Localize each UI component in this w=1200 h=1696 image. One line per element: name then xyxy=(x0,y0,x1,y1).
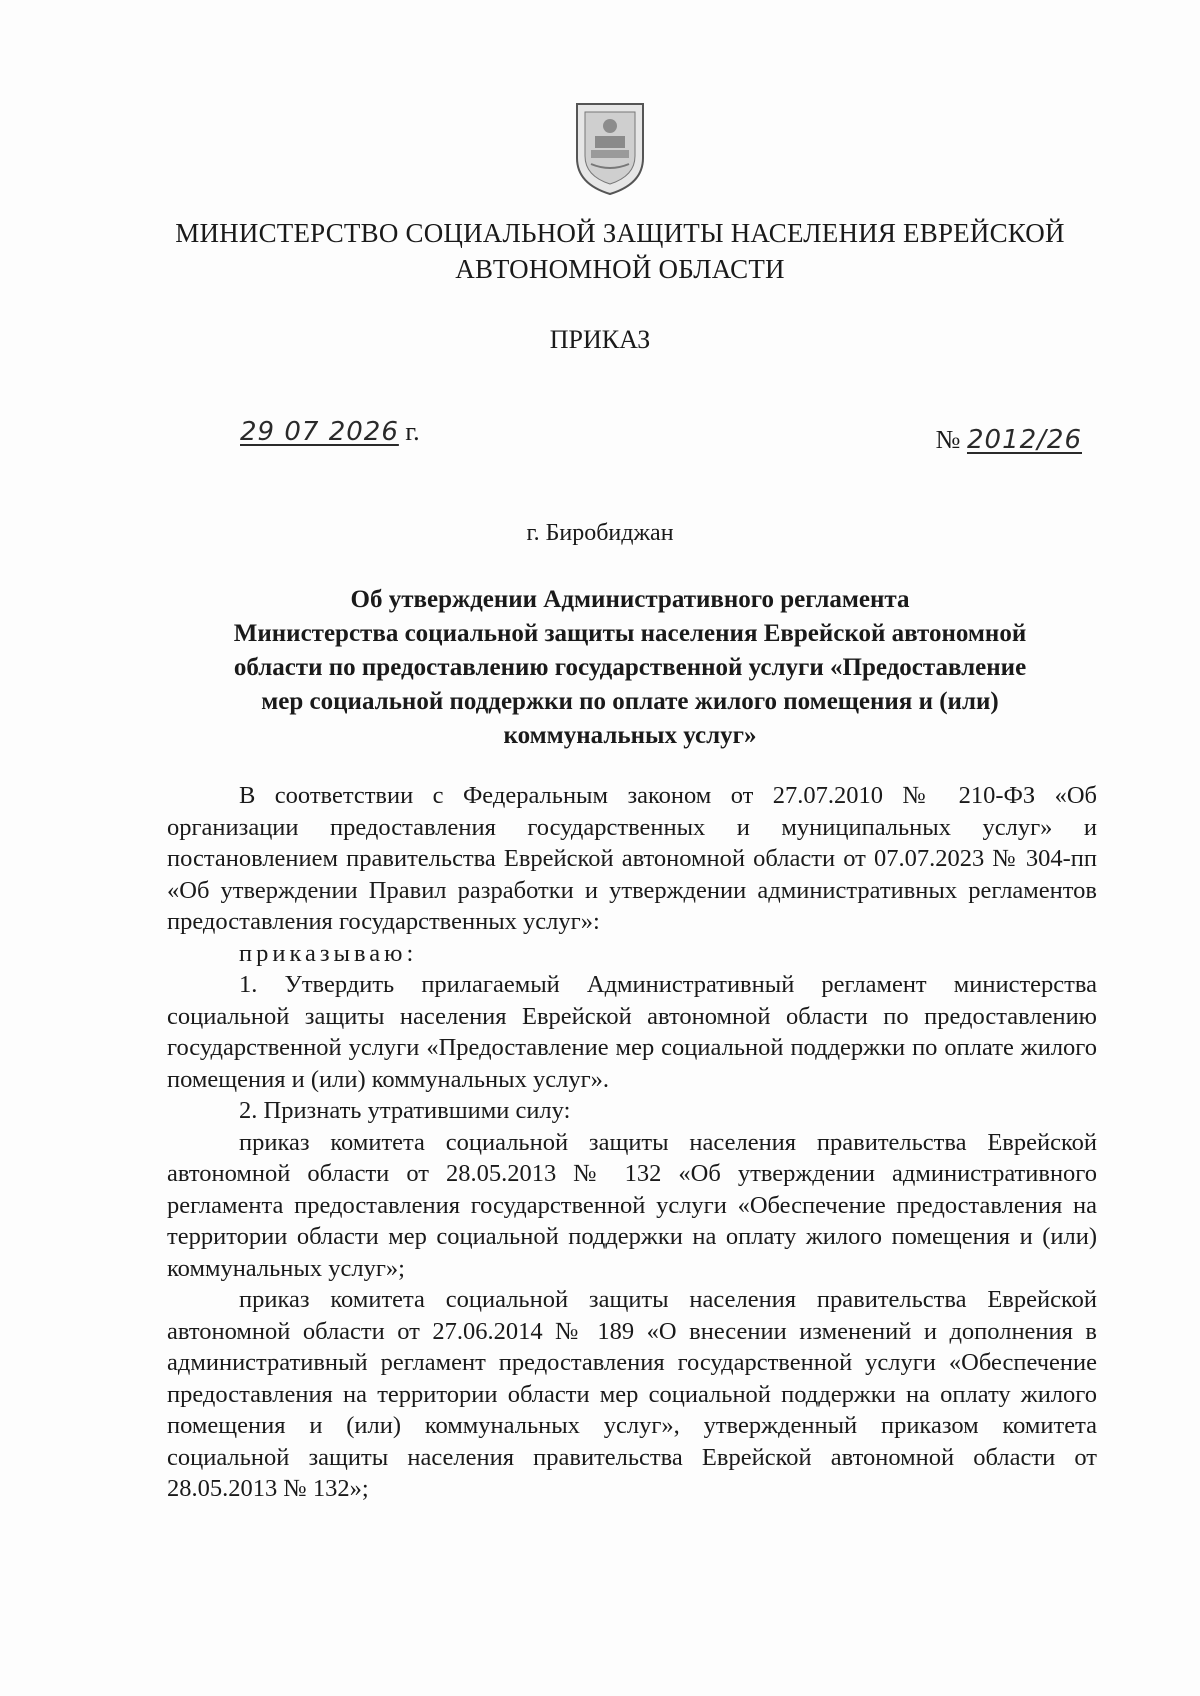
ministry-title xyxy=(150,215,1090,287)
body-paragraph-item-1: 1. Утвердить прилагаемый Административный регламент министерства социальной защиты населения Еврейской автономной области по предоставлению государственной услуги «Предоставление мер социальной поддержки по оплате жилого помещения и (или) коммунальных услуг». xyxy=(167,971,1097,1093)
subject-line-3: области по предоставлению государственной услуги «Предоставление xyxy=(233,654,1027,681)
body-paragraph-1: В соответствии с Федеральным законом от 27.07.2010 № 210-ФЗ «Об организации предоставления государственных и муниципальных услуг» и постановлением правительства Еврейской автономной области от 07.07.2023 № 304-пп «Об утверждении Правил разработки и утверждении административных регламентов предоставления государственных услуг»: xyxy=(167,782,1097,935)
body-paragraph-repeal-2: приказ комитета социальной защиты населения правительства Еврейской автономной области от 27.06.2014 № 189 «О внесении изменений и дополнения в административный регламент предоставления государственной услуги «Обеспечение предоставления на территории области мер социальной поддержки на оплату жилого помещения и (или) коммунальных услуг», утвержденный приказом комитета социальной защиты населения правительства Еврейской автономной области от 28.05.2013 № 132»; xyxy=(167,1286,1097,1502)
handwritten-date: 29 07 2026 xyxy=(240,417,399,447)
document-type: ПРИКАЗ xyxy=(549,325,651,354)
ministry-title-line-2: АВТОНОМНОЙ ОБЛАСТИ xyxy=(455,254,785,284)
date-suffix: г. xyxy=(405,417,420,446)
body-paragraph-repeal-1: приказ комитета социальной защиты населения правительства Еврейской автономной области от 28.05.2013 № 132 «Об утверждении административного регламента предоставления государственной услуги «Обеспечение предоставления на территории области мер социальной поддержки на оплату жилого помещения и (или) коммунальных услуг»; xyxy=(167,1128,1097,1282)
body-paragraph-order: приказываю: xyxy=(239,939,418,967)
number-prefix: № xyxy=(935,425,961,454)
subject-line-2: Министерства социальной защиты населения Еврейской автономной xyxy=(233,620,1027,647)
document-city: г. Биробиджан xyxy=(526,520,674,546)
coat-of-arms-icon xyxy=(571,98,649,198)
subject-line-1: Об утверждении Административного регламента xyxy=(350,586,910,613)
handwritten-number: 2012/26 xyxy=(966,425,1082,455)
document-body xyxy=(167,780,1097,1505)
subject-line-4: мер социальной поддержки по оплате жилого помещения и (или) xyxy=(261,688,999,715)
body-paragraph-item-2: 2. Признать утратившими силу: xyxy=(239,1097,571,1124)
document-date xyxy=(240,417,420,447)
document-number xyxy=(936,425,1082,455)
subject-line-5: коммунальных услуг» xyxy=(503,722,757,749)
ministry-title-line-1: МИНИСТЕРСТВО СОЦИАЛЬНОЙ ЗАЩИТЫ НАСЕЛЕНИЯ ЕВРЕЙСКОЙ xyxy=(175,218,1065,248)
document-subject xyxy=(170,583,1090,753)
